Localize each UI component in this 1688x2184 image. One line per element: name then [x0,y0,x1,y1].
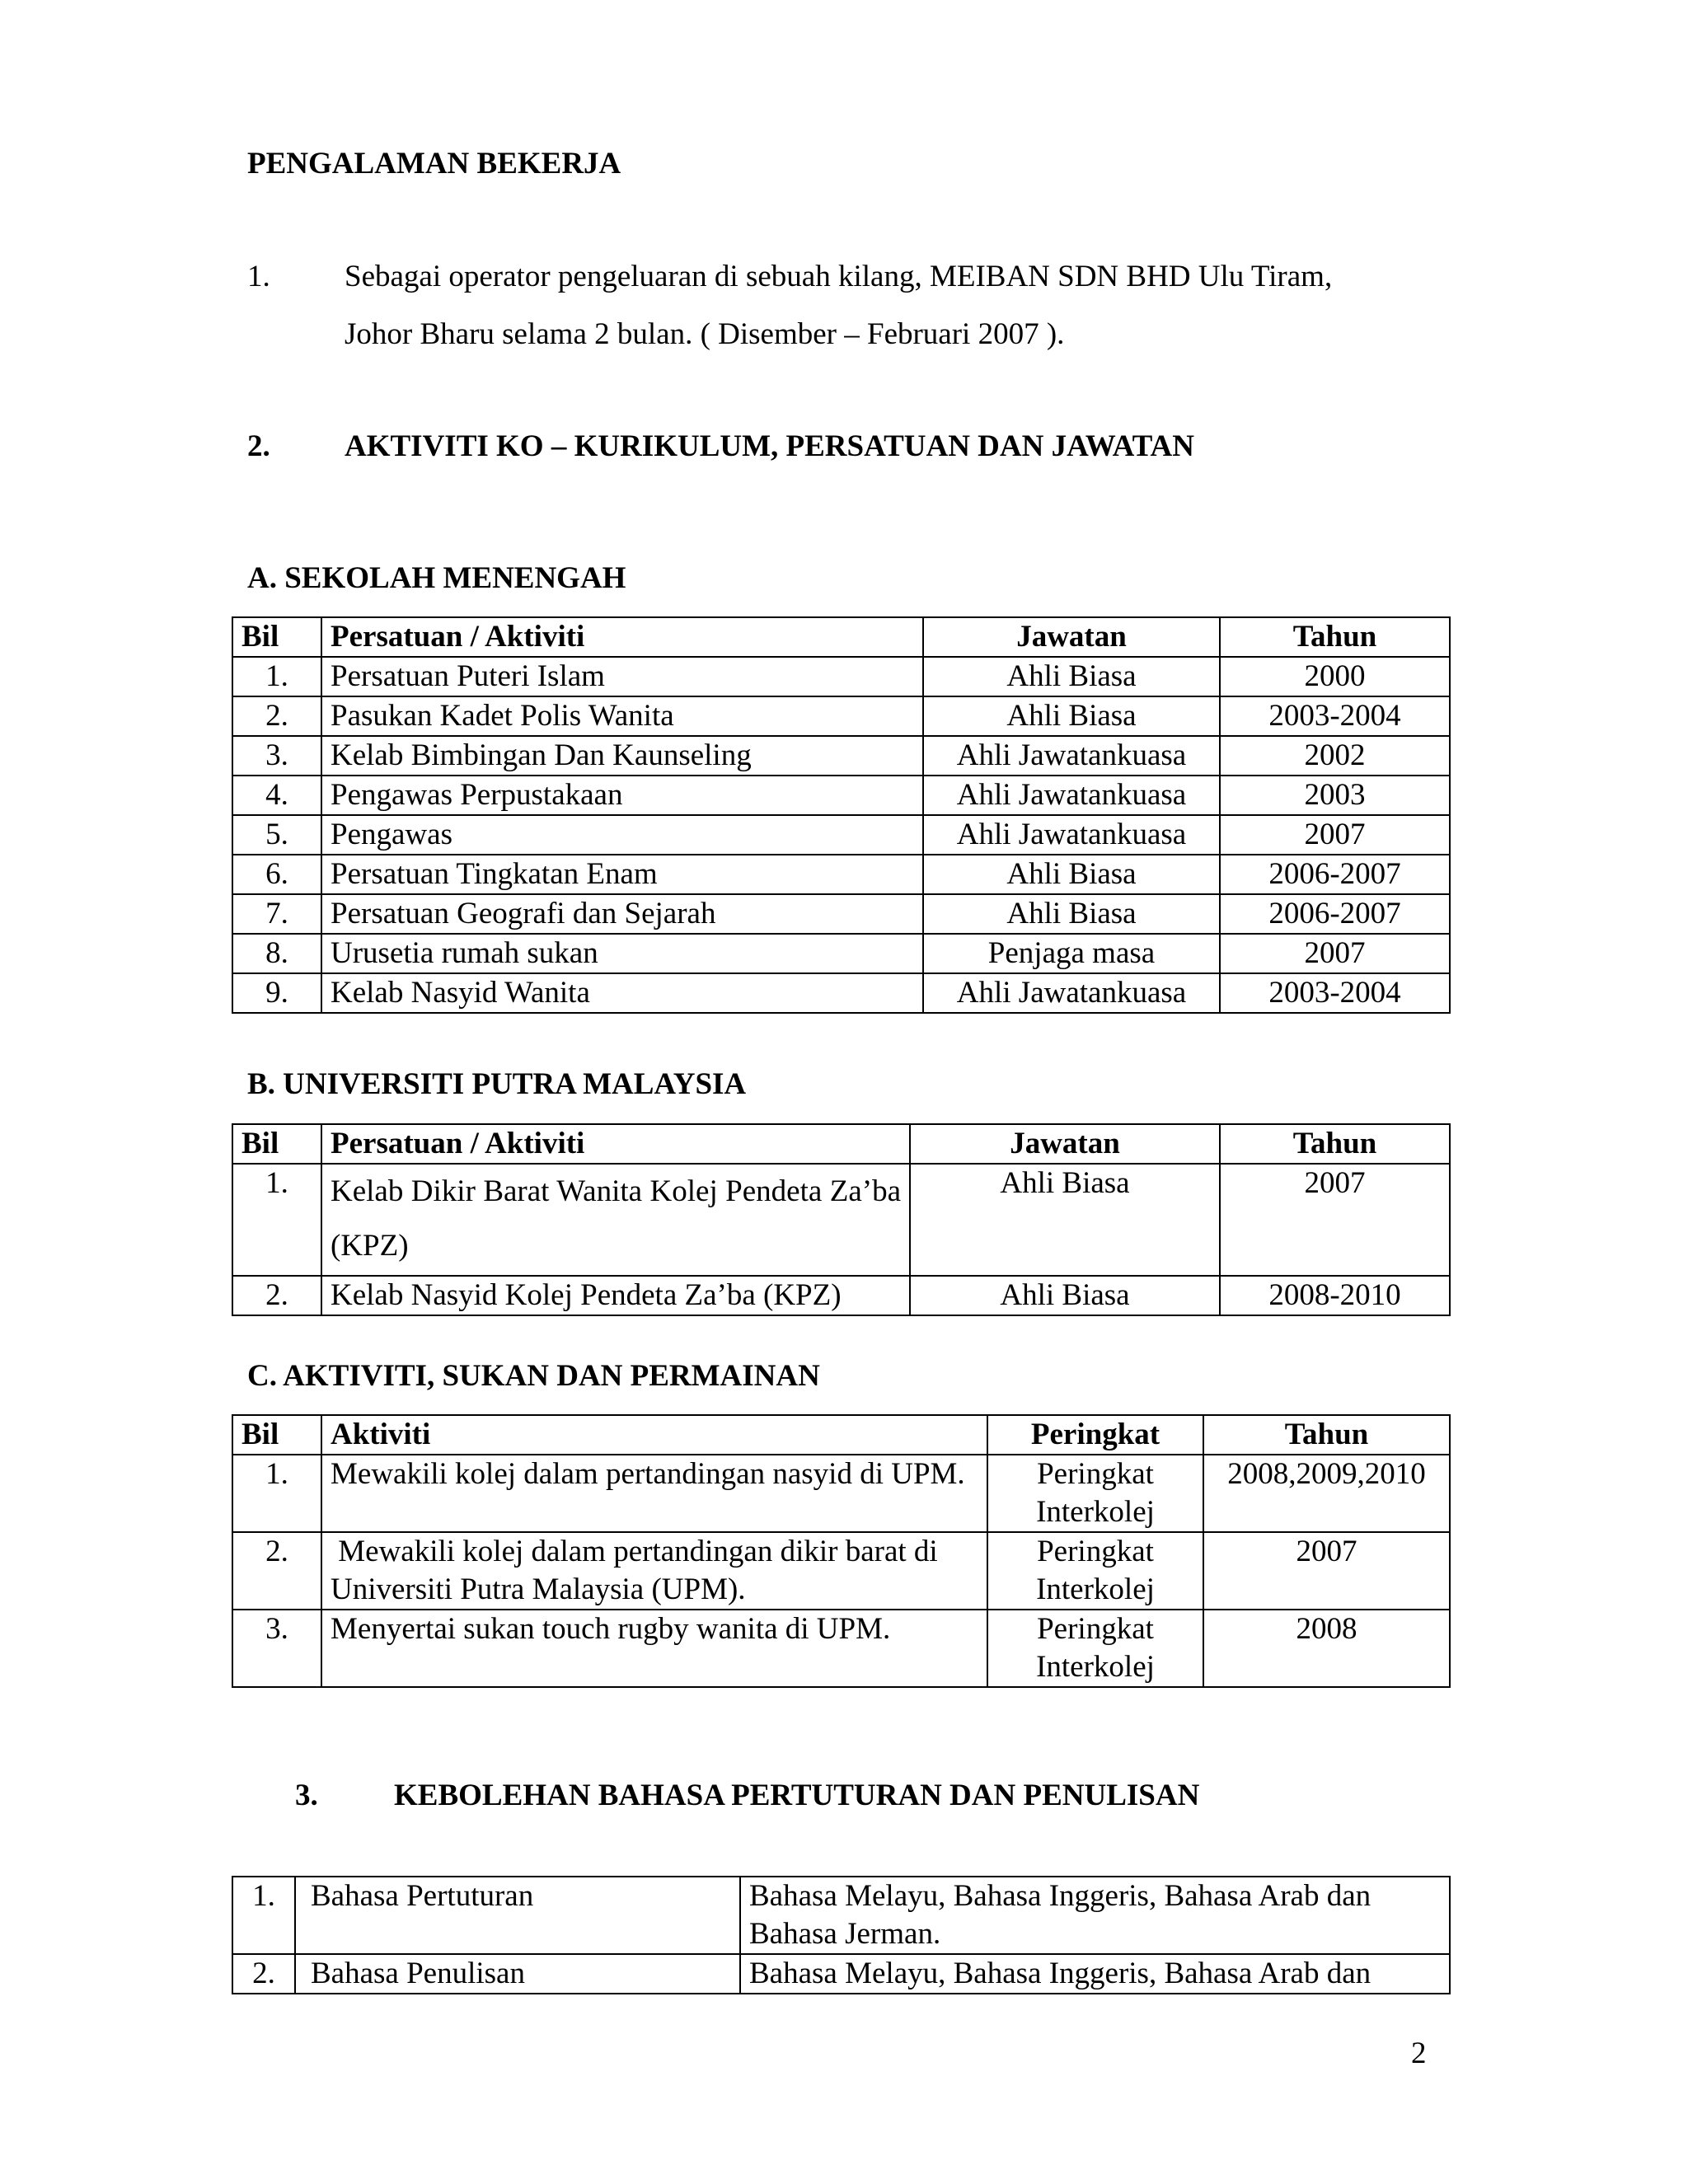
table-row [232,657,1450,696]
row-number: 2. [232,696,321,736]
row-activity: Kelab Bimbingan Dan Kaunseling [321,736,923,776]
table-row [232,1954,1450,1994]
row-position: Ahli Jawatankuasa [923,776,1220,815]
row-activity: Mewakili kolej dalam pertandingan nasyid di UPM. [321,1455,987,1532]
table-row [232,855,1450,894]
row-activity: Kelab Nasyid Wanita [321,973,923,1013]
row-level: Peringkat Interkolej [987,1610,1203,1687]
row-position: Ahli Jawatankuasa [923,973,1220,1013]
work-heading: PENGALAMAN BEKERJA [247,147,621,180]
row-year: 2000 [1220,657,1450,696]
row-year: 2006-2007 [1220,855,1450,894]
section-2-title: AKTIVITI KO – KURIKULUM, PERSATUAN DAN JAWATAN [345,429,1194,463]
row-year: 2003-2004 [1220,696,1450,736]
table-row [232,776,1450,815]
row-level: Peringkat Interkolej [987,1455,1203,1532]
row-number: 2. [232,1276,321,1315]
table-row [232,1164,1450,1276]
table-c-heading: C. AKTIVITI, SUKAN DAN PERMAINAN [247,1359,820,1393]
row-number: 4. [232,776,321,815]
language-table [232,1876,1451,1994]
row-number: 3. [232,1610,321,1687]
table-row [232,1276,1450,1315]
row-number: 1. [232,657,321,696]
row-year: 2007 [1220,1164,1450,1276]
table-b-header-activity: Persatuan / Aktiviti [321,1124,910,1164]
work-item-line-2: Johor Bharu selama 2 bulan. ( Disember – Februari 2007 ). [345,317,1065,351]
section-3-title: KEBOLEHAN BAHASA PERTUTURAN DAN PENULISAN [394,1779,1200,1812]
row-level: Peringkat Interkolej [987,1532,1203,1610]
row-activity: Kelab Nasyid Kolej Pendeta Za’ba (KPZ) [321,1276,910,1315]
section-2-number: 2. [247,429,270,463]
table-a-header-row [232,617,1450,657]
table-c-header-year: Tahun [1203,1415,1450,1455]
row-year: 2006-2007 [1220,894,1450,934]
row-activity: Urusetia rumah sukan [321,934,923,973]
row-position: Ahli Biasa [910,1164,1220,1276]
table-row [232,934,1450,973]
row-year: 2003 [1220,776,1450,815]
table-c-header-level: Peringkat [987,1415,1203,1455]
row-language-type: Bahasa Penulisan [295,1954,740,1994]
row-position: Ahli Biasa [923,894,1220,934]
table-b-header-position: Jawatan [910,1124,1220,1164]
table-row [232,1610,1450,1687]
row-number: 1. [232,1877,295,1954]
row-activity: Menyertai sukan touch rugby wanita di UPM. [321,1610,987,1687]
table-c-header-row [232,1415,1450,1455]
row-activity: Mewakili kolej dalam pertandingan dikir barat di Universiti Putra Malaysia (UPM). [321,1532,987,1610]
work-item-number: 1. [247,260,270,293]
row-activity: Pengawas [321,815,923,855]
row-year: 2003-2004 [1220,973,1450,1013]
row-language-type: Bahasa Pertuturan [295,1877,740,1954]
row-number: 8. [232,934,321,973]
row-languages: Bahasa Melayu, Bahasa Inggeris, Bahasa Arab dan [740,1954,1450,1994]
row-number: 7. [232,894,321,934]
table-row [232,736,1450,776]
row-year: 2002 [1220,736,1450,776]
row-number: 3. [232,736,321,776]
row-position: Penjaga masa [923,934,1220,973]
row-year: 2008-2010 [1220,1276,1450,1315]
table-a-header-year: Tahun [1220,617,1450,657]
table-a [232,616,1451,1014]
table-row [232,973,1450,1013]
table-a-header-activity: Persatuan / Aktiviti [321,617,923,657]
table-row [232,696,1450,736]
row-position: Ahli Biasa [910,1276,1220,1315]
row-activity: Pengawas Perpustakaan [321,776,923,815]
row-activity: Persatuan Tingkatan Enam [321,855,923,894]
row-activity: Pasukan Kadet Polis Wanita [321,696,923,736]
table-b-header-bil: Bil [232,1124,321,1164]
row-position: Ahli Jawatankuasa [923,736,1220,776]
work-item-line-1: Sebagai operator pengeluaran di sebuah kilang, MEIBAN SDN BHD Ulu Tiram, [345,260,1333,293]
row-activity: Kelab Dikir Barat Wanita Kolej Pendeta Za’ba (KPZ) [321,1164,910,1276]
row-number: 6. [232,855,321,894]
row-year: 2008,2009,2010 [1203,1455,1450,1532]
row-year: 2008 [1203,1610,1450,1687]
row-number: 1. [232,1455,321,1532]
table-row [232,815,1450,855]
table-b-header-year: Tahun [1220,1124,1450,1164]
table-b [232,1123,1451,1316]
row-year: 2007 [1220,934,1450,973]
row-activity: Persatuan Puteri Islam [321,657,923,696]
table-row [232,1455,1450,1532]
row-languages: Bahasa Melayu, Bahasa Inggeris, Bahasa Arab dan Bahasa Jerman. [740,1877,1450,1954]
row-position: Ahli Biasa [923,696,1220,736]
row-number: 2. [232,1954,295,1994]
table-row [232,1877,1450,1954]
page-number: 2 [1411,2036,1427,2070]
row-activity: Persatuan Geografi dan Sejarah [321,894,923,934]
section-3-number: 3. [295,1779,318,1812]
row-number: 5. [232,815,321,855]
table-a-header-position: Jawatan [923,617,1220,657]
row-number: 2. [232,1532,321,1610]
table-row [232,1532,1450,1610]
table-row [232,894,1450,934]
row-year: 2007 [1203,1532,1450,1610]
table-a-header-bil: Bil [232,617,321,657]
row-position: Ahli Jawatankuasa [923,815,1220,855]
table-b-heading: B. UNIVERSITI PUTRA MALAYSIA [247,1067,747,1101]
table-a-heading: A. SEKOLAH MENENGAH [247,561,626,595]
row-year: 2007 [1220,815,1450,855]
row-position: Ahli Biasa [923,657,1220,696]
table-c [232,1414,1451,1688]
row-position: Ahli Biasa [923,855,1220,894]
row-number: 9. [232,973,321,1013]
table-b-header-row [232,1124,1450,1164]
table-c-header-activity: Aktiviti [321,1415,987,1455]
table-c-header-bil: Bil [232,1415,321,1455]
row-number: 1. [232,1164,321,1276]
